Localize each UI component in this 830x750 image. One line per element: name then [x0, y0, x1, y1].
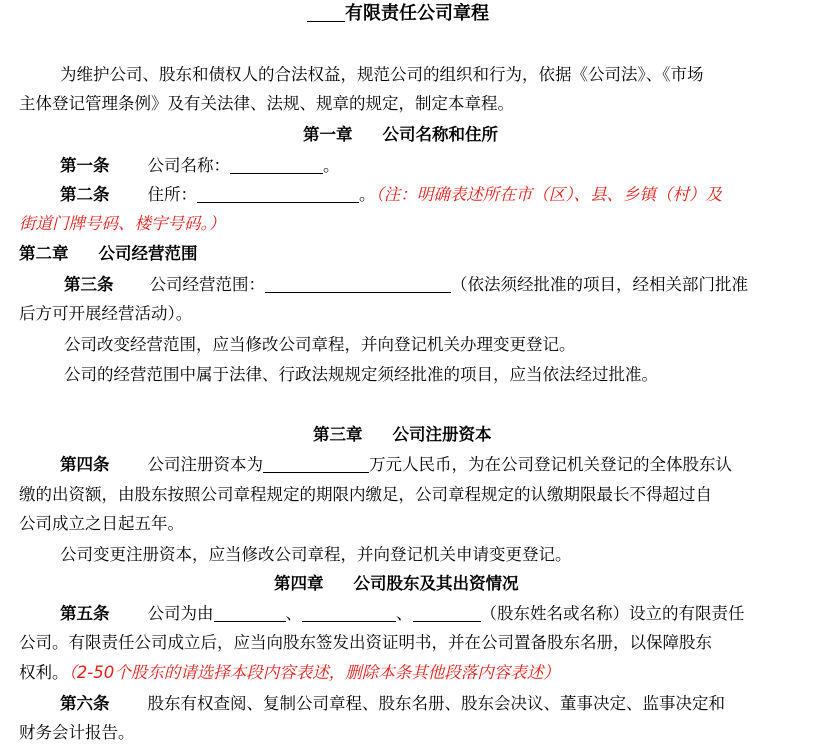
article-1 [60, 155, 340, 177]
chapter-3-para-1: 公司变更注册资本，应当修改公司章程，并向登记机关申请变更登记。 [60, 545, 572, 564]
article-1-label: 第一条 [60, 156, 110, 175]
article-2-text: 住所： [147, 185, 197, 204]
article-6-line-2: 财务会计报告。 [19, 723, 135, 742]
business-scope-field[interactable] [265, 276, 451, 293]
article-5 [60, 603, 745, 625]
article-4-line-2: 缴的出资额，由股东按照公司章程规定的期限内缴足，公司章程规定的认缴期限最长不得超过自 [19, 485, 712, 504]
shareholder-2-field[interactable] [302, 605, 396, 622]
article-3-tail: （依法须经批准的项目，经相关部门批准 [451, 275, 748, 294]
article-3-label: 第三条 [64, 275, 114, 294]
article-2-label: 第二条 [60, 185, 110, 204]
article-3-text: 公司经营范围： [149, 275, 265, 294]
article-5-tail: （股东姓名或名称）设立的有限责任 [480, 604, 745, 623]
address-field[interactable] [197, 186, 359, 203]
article-4-text: 公司注册资本为 [147, 455, 263, 474]
article-2-note: （注：明确表述所在市（区）、县、乡镇（村）及 [375, 185, 722, 204]
article-5-sep-2: 、 [396, 604, 413, 623]
chapter-3-heading [313, 424, 492, 446]
article-6-text: 股东有权查阅、复制公司章程、股东名册、股东会决议、董事决定、监事决定和 [147, 694, 725, 713]
article-5-note: （2-50个股东的请选择本段内容表述，删除本条其他段落内容表述） [68, 663, 560, 682]
article-2-note-cont: 街道门牌号码、楼宇号码。） [19, 214, 226, 233]
shareholder-3-field[interactable] [413, 605, 481, 622]
article-1-text: 公司名称： [147, 156, 230, 175]
article-2 [60, 184, 722, 206]
article-5-label: 第五条 [60, 604, 110, 623]
intro-line-1: 为维护公司、股东和债权人的合法权益，规范公司的组织和行为，依据《公司法》、《市场 [60, 65, 704, 84]
chapter-2-heading [19, 243, 198, 265]
chapter-4-number: 第四章 [274, 574, 324, 593]
article-6 [60, 693, 725, 715]
article-4-label: 第四条 [60, 455, 110, 474]
company-name-field[interactable] [230, 157, 323, 174]
article-1-end: 。 [323, 156, 340, 175]
article-5-line-2: 公司。有限责任公司成立后，应当向股东签发出资证明书，并在公司置备股东名册，以保障股东 [19, 633, 712, 652]
article-5-line-3-text: 权利。 [19, 663, 69, 682]
chapter-3-number: 第三章 [313, 425, 363, 444]
chapter-1-title: 公司名称和住所 [382, 125, 498, 144]
article-2-end: 。 [359, 185, 376, 204]
article-5-sep-1: 、 [285, 604, 302, 623]
chapter-2-title: 公司经营范围 [98, 244, 198, 263]
article-4 [60, 454, 732, 476]
shareholder-1-field[interactable] [214, 605, 286, 622]
article-3-line-2: 后方可开展经营活动）。 [19, 304, 193, 323]
intro-line-2: 主体登记管理条例》及有关法律、法规、规章的规定，制定本章程。 [19, 94, 514, 113]
chapter-2-para-2: 公司的经营范围中属于法律、行政法规规定须经批准的项目，应当依法经过批准。 [64, 365, 658, 384]
article-6-label: 第六条 [60, 694, 110, 713]
company-name-blank[interactable] [307, 5, 345, 22]
chapter-4-heading [274, 573, 519, 595]
chapter-1-number: 第一章 [303, 125, 353, 144]
article-5-text: 公司为由 [147, 604, 214, 623]
chapter-2-number: 第二章 [19, 244, 69, 263]
article-4-tail: 万元人民币，为在公司登记机关登记的全体股东认 [369, 455, 732, 474]
article-4-line-3: 公司成立之日起五年。 [19, 514, 184, 533]
article-3 [64, 274, 748, 296]
chapter-2-para-1: 公司改变经营范围，应当修改公司章程，并向登记机关办理变更登记。 [64, 335, 576, 354]
chapter-3-title: 公司注册资本 [392, 425, 492, 444]
title-text: 有限责任公司章程 [345, 3, 489, 24]
registered-capital-field[interactable] [263, 456, 369, 473]
chapter-4-title: 公司股东及其出资情况 [353, 574, 519, 593]
document-title [307, 3, 489, 25]
article-5-line-3 [19, 662, 560, 684]
chapter-1-heading [303, 124, 498, 146]
